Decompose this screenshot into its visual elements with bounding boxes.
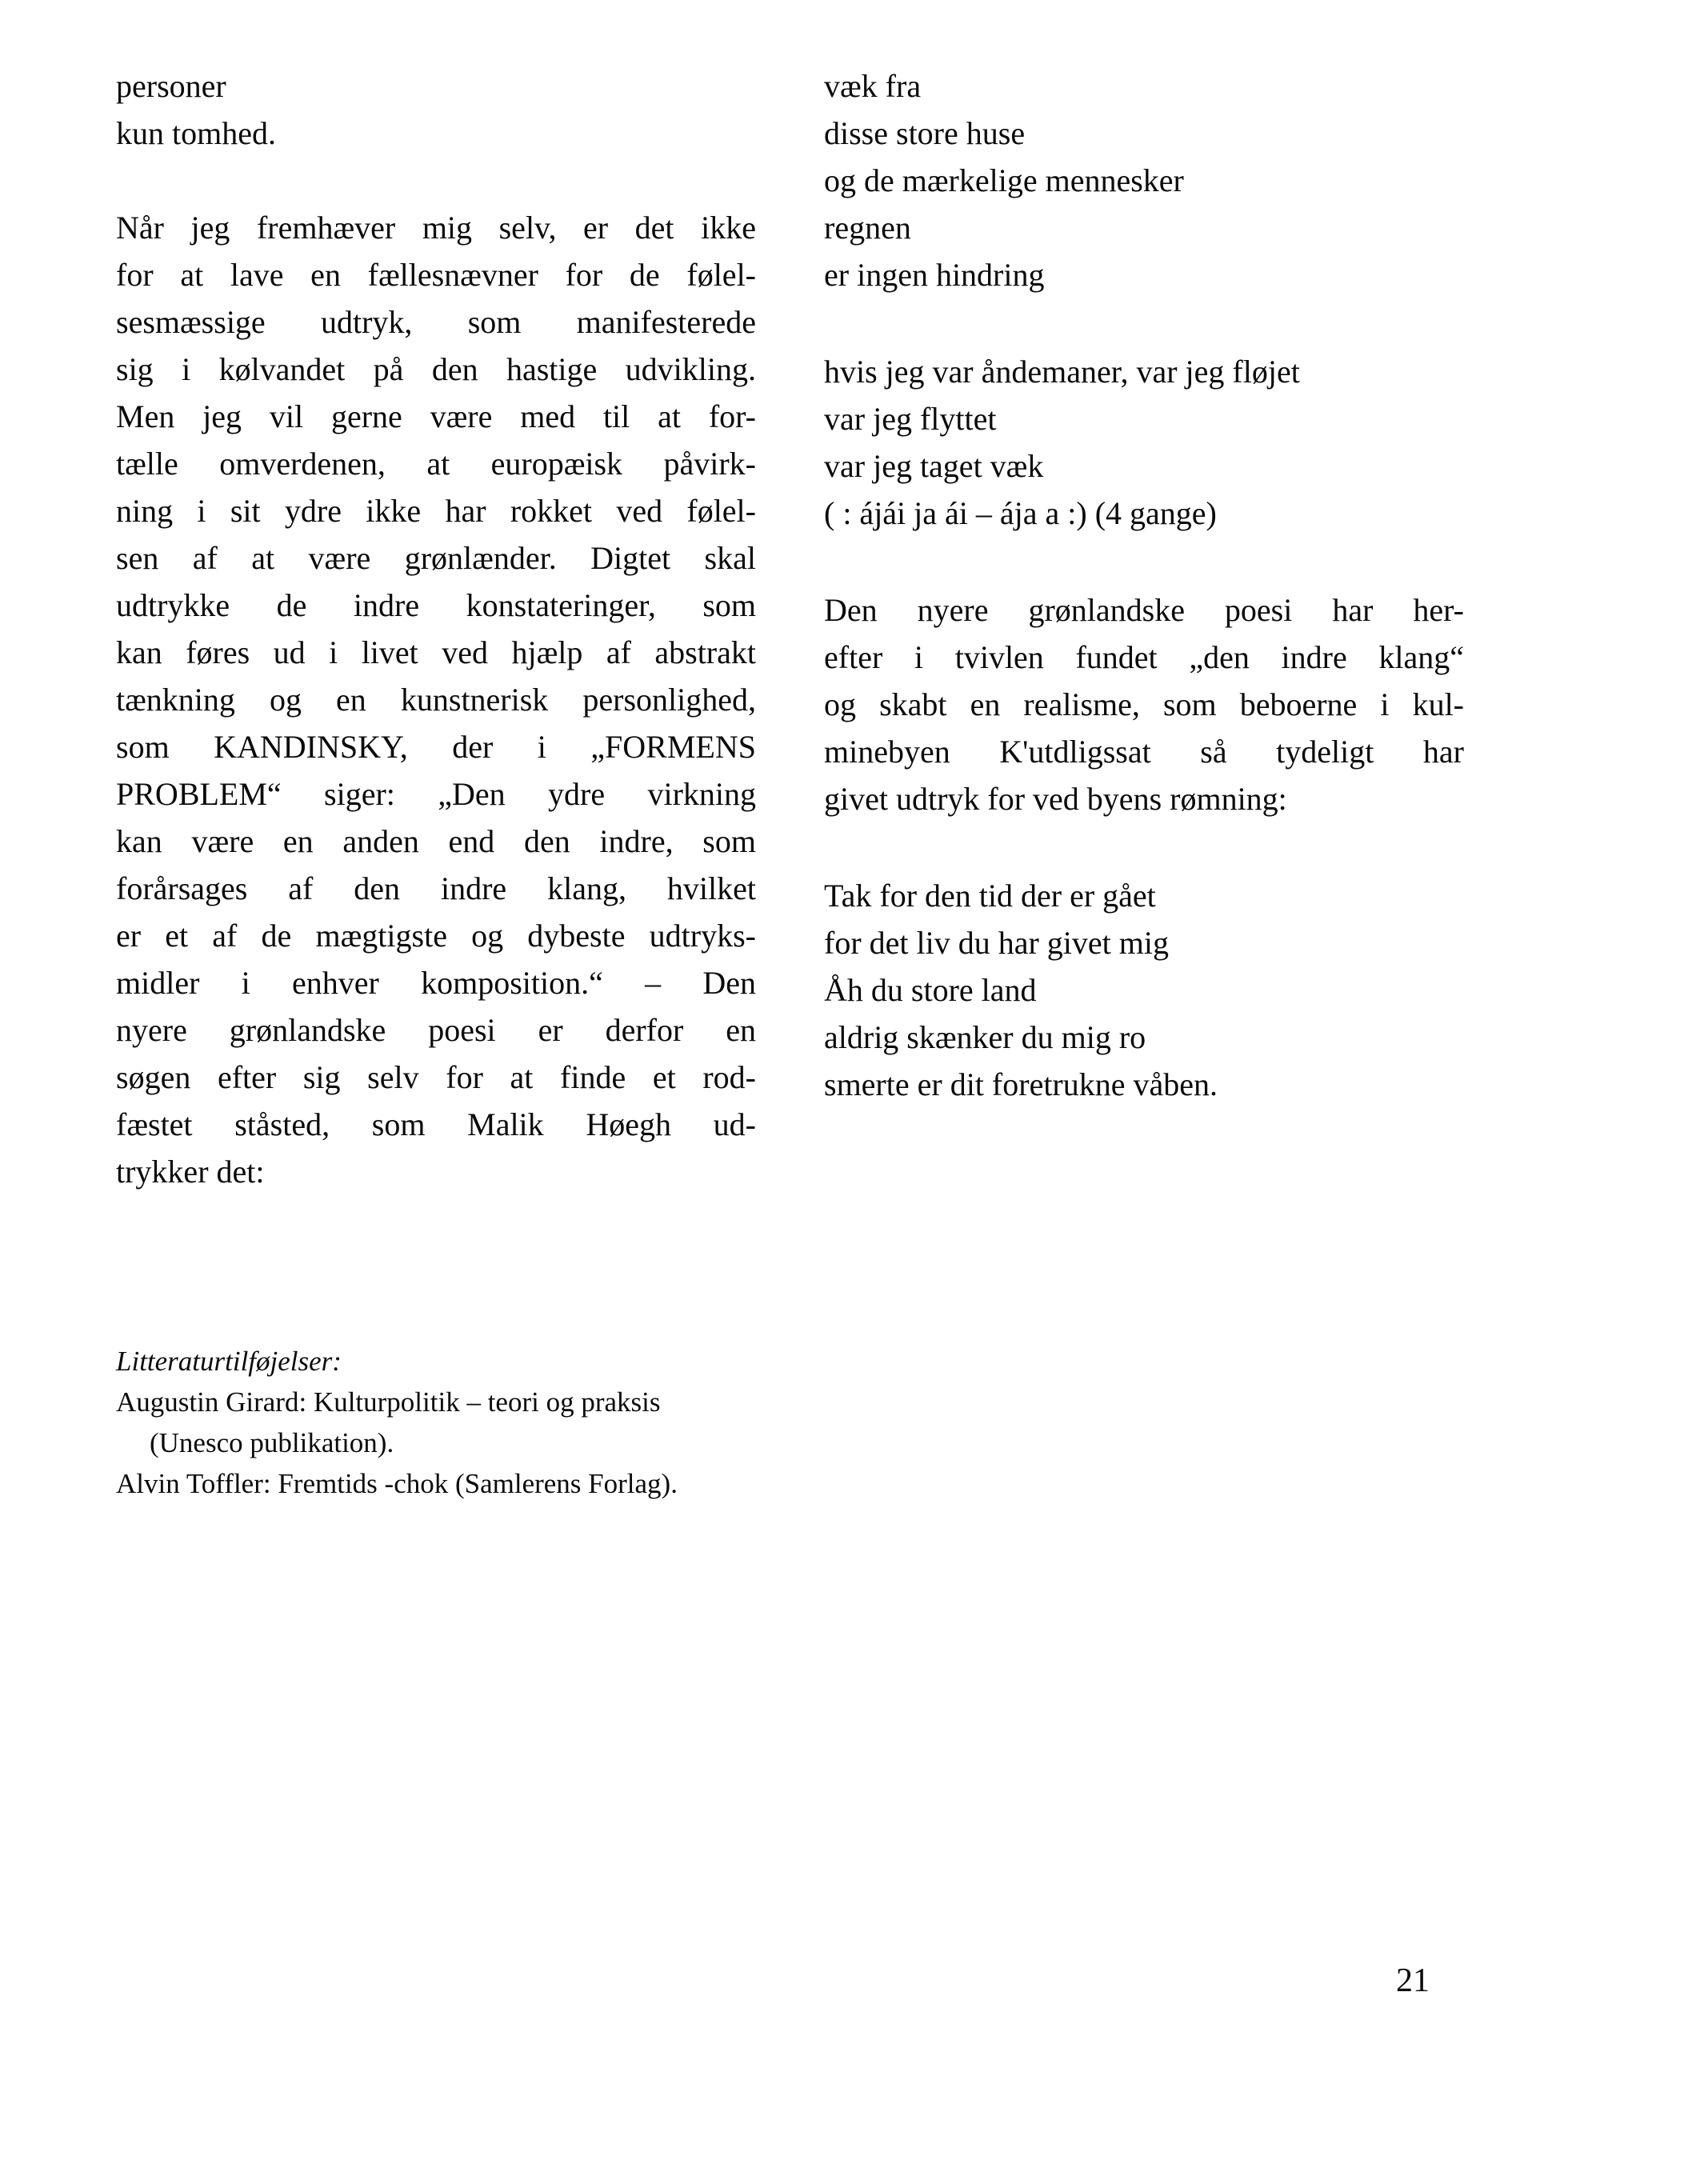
verse-line: er ingen hindring bbox=[824, 257, 1045, 293]
text-line: midler i enhver komposition.“ – Den bbox=[116, 965, 756, 1001]
text-line: nyere grønlandske poesi er derfor en bbox=[116, 1012, 756, 1048]
verse-line: var jeg taget væk bbox=[824, 448, 1044, 484]
text-line: tænkning og en kunstnerisk personlighed, bbox=[116, 682, 756, 718]
verse-line: var jeg flyttet bbox=[824, 401, 997, 437]
text-line: efter i tvivlen fundet „den indre klang“ bbox=[824, 639, 1464, 675]
text-line: trykker det: bbox=[116, 1154, 265, 1190]
text-line: forårsages af den indre klang, hvilket bbox=[116, 870, 756, 906]
bibliography-line: Augustin Girard: Kulturpolitik – teori og praksis bbox=[116, 1386, 661, 1418]
text-line: fæstet ståsted, som Malik Høegh ud- bbox=[116, 1106, 756, 1142]
text-line: Den nyere grønlandske poesi har her- bbox=[824, 592, 1464, 628]
text-line: udtrykke de indre konstateringer, som bbox=[116, 587, 756, 623]
verse-line: disse store huse bbox=[824, 115, 1026, 151]
text-line: som KANDINSKY, der i „FORMENS bbox=[116, 729, 756, 765]
verse-stanza-two bbox=[824, 348, 1464, 537]
stanza-spacer bbox=[824, 298, 1464, 348]
verse-line: væk fra bbox=[824, 68, 922, 104]
text-line: ning i sit ydre ikke har rokket ved følel- bbox=[116, 493, 756, 529]
text-line: søgen efter sig selv for at finde et rod- bbox=[116, 1059, 756, 1095]
right-body-paragraph bbox=[824, 586, 1464, 822]
left-body-paragraph bbox=[116, 204, 756, 1195]
bibliography-entry bbox=[116, 1382, 820, 1463]
verse-line: personer bbox=[116, 68, 226, 104]
text-line: er et af de mægtigste og dybeste udtryks- bbox=[116, 918, 756, 954]
text-line: kan føres ud i livet ved hjælp af abstrakt bbox=[116, 634, 756, 670]
text-line: kan være en anden end den indre, som bbox=[116, 823, 756, 859]
verse-stanza-one bbox=[824, 62, 1464, 298]
verse-refrain-line: ( : ájái ja ái – ája a :) (4 gange) bbox=[824, 495, 1217, 531]
verse-fragment-continuation bbox=[116, 62, 756, 157]
bibliography-line: (Unesco publikation). bbox=[150, 1427, 394, 1458]
verse-line: Tak for den tid der er gået bbox=[824, 878, 1156, 914]
text-line: minebyen K'utdligssat så tydeligt har bbox=[824, 734, 1464, 770]
bibliography-line: Alvin Toffler: Fremtids -chok (Samlerens Forlag). bbox=[116, 1468, 678, 1499]
verse-line: regnen bbox=[824, 210, 911, 246]
verse-line: Åh du store land bbox=[824, 972, 1037, 1008]
page-number: 21 bbox=[1396, 1962, 1430, 1999]
left-column bbox=[116, 62, 756, 1195]
text-line: Men jeg vil gerne være med til at for- bbox=[116, 398, 756, 434]
verse-line: for det liv du har givet mig bbox=[824, 925, 1170, 961]
verse-line: hvis jeg var åndemaner, var jeg fløjet bbox=[824, 354, 1300, 390]
text-line: sig i kølvandet på den hastige udvikling. bbox=[116, 351, 756, 387]
bibliography-title: Litteraturtilføjelser: bbox=[116, 1346, 342, 1377]
verse-line: aldrig skænker du mig ro bbox=[824, 1019, 1146, 1055]
text-line: Når jeg fremhæver mig selv, er det ikke bbox=[116, 210, 756, 246]
verse-stanza-three bbox=[824, 872, 1464, 1108]
bibliography-entry bbox=[116, 1463, 820, 1504]
stanza-spacer bbox=[824, 822, 1464, 872]
verse-line: kun tomhed. bbox=[116, 115, 276, 151]
paragraph-spacer bbox=[116, 157, 756, 204]
text-line: sesmæssige udtryk, som manifesterede bbox=[116, 304, 756, 340]
text-line: og skabt en realisme, som beboerne i kul- bbox=[824, 686, 1464, 722]
verse-line: og de mærkelige mennesker bbox=[824, 162, 1184, 198]
stanza-spacer bbox=[824, 537, 1464, 586]
text-line: PROBLEM“ siger: „Den ydre virkning bbox=[116, 776, 756, 812]
right-column bbox=[824, 62, 1464, 1108]
verse-line: smerte er dit foretrukne våben. bbox=[824, 1066, 1218, 1102]
text-line: givet udtryk for ved byens rømning: bbox=[824, 781, 1287, 817]
bibliography-section bbox=[116, 1341, 820, 1504]
text-line: for at lave en fællesnævner for de følel- bbox=[116, 257, 756, 293]
text-line: sen af at være grønlænder. Digtet skal bbox=[116, 540, 756, 576]
text-line: tælle omverdenen, at europæisk påvirk- bbox=[116, 446, 756, 482]
